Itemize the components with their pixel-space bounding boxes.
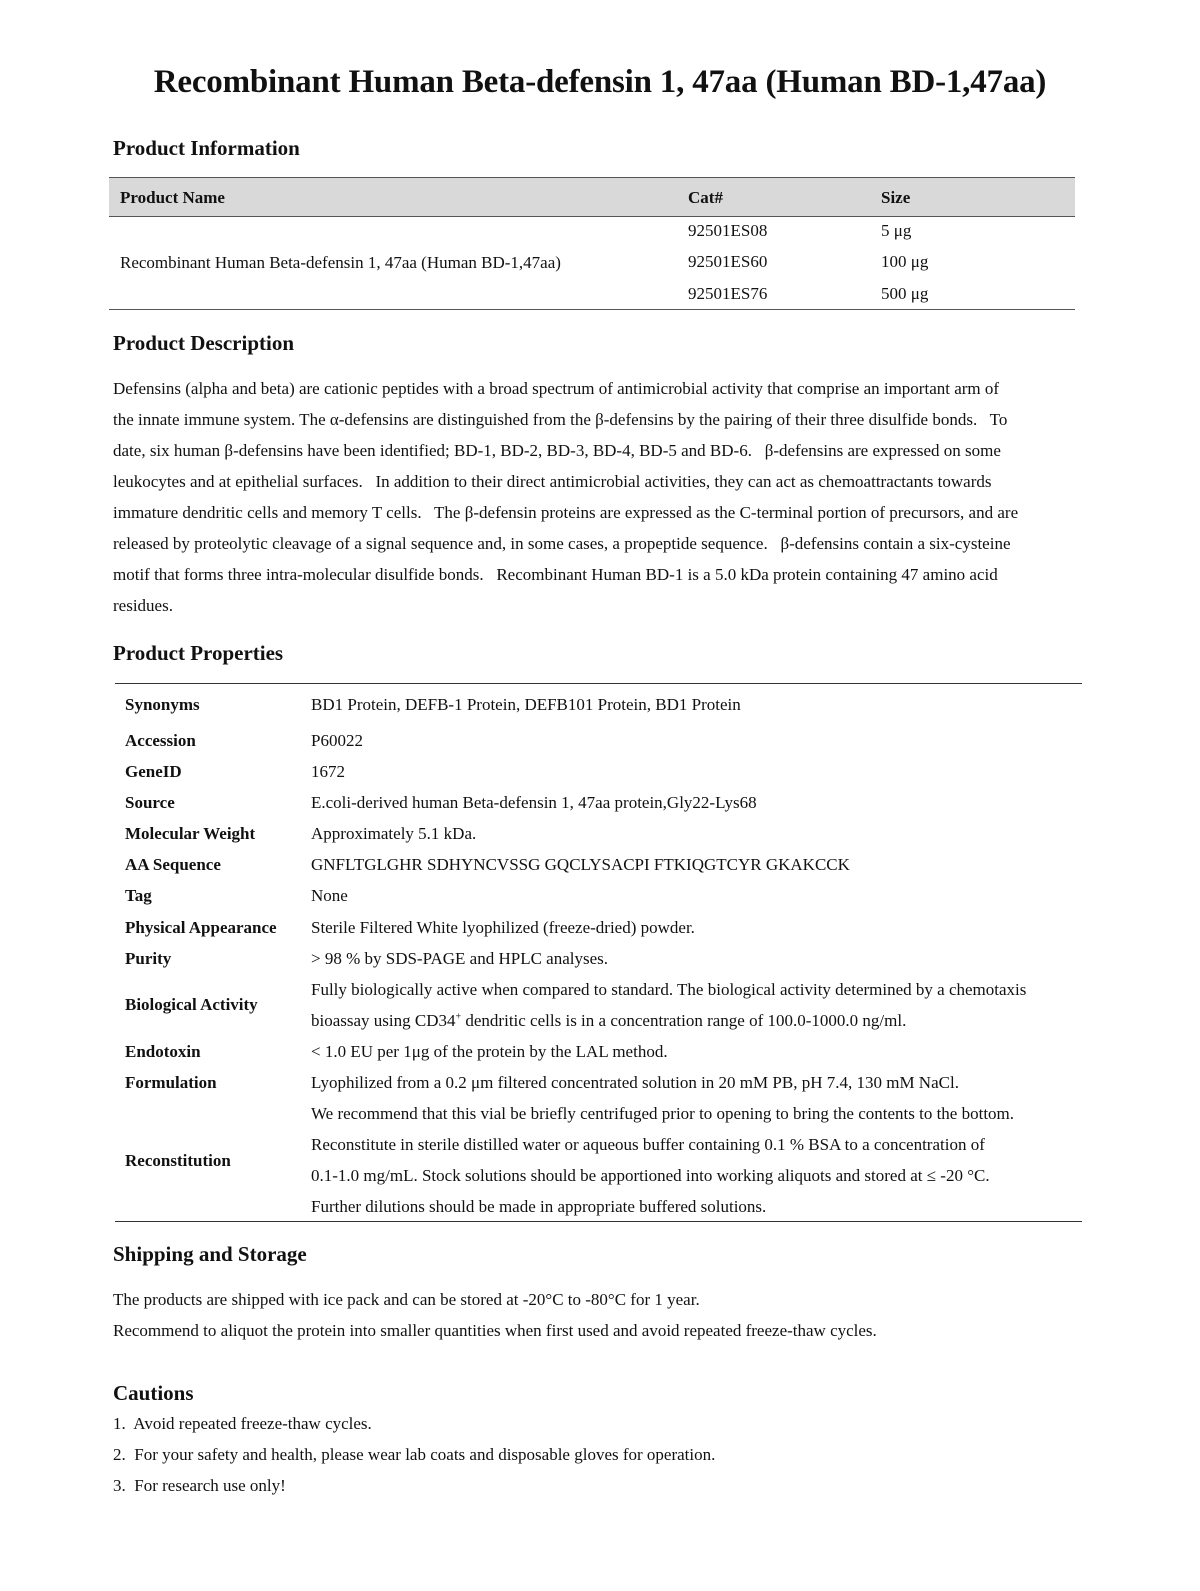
superscript-plus: +	[455, 1011, 462, 1023]
reconstitution-line: Further dilutions should be made in appropriate buffered solutions.	[311, 1197, 767, 1216]
product-description-heading: Product Description	[113, 331, 295, 355]
activity-text: dendritic cells is in a concentration range of 100.0-1000.0 ng/ml.	[461, 1011, 907, 1030]
shipping-heading: Shipping and Storage	[113, 1242, 307, 1266]
size-cell: 5 μg	[881, 221, 912, 240]
description-line: residues.	[113, 596, 173, 615]
formulation-label: Formulation	[125, 1073, 217, 1092]
endotoxin-value: < 1.0 EU per 1μg of the protein by the LAL method.	[311, 1042, 668, 1061]
biological-activity-line: Fully biologically active when compared to standard. The biological activity determined by a chemotaxis	[311, 980, 1027, 999]
product-name-cell: Recombinant Human Beta-defensin 1, 47aa (Human BD-1,47aa)	[120, 253, 561, 272]
size-cell: 500 μg	[881, 284, 929, 303]
tag-value: None	[311, 886, 348, 905]
page-title: Recombinant Human Beta-defensin 1, 47aa (Human BD-1,47aa)	[153, 64, 1047, 100]
col-size: Size	[881, 188, 911, 207]
purity-value: > 98 % by SDS-PAGE and HPLC analyses.	[311, 949, 609, 968]
caution-item: 2. For your safety and health, please wear lab coats and disposable gloves for operation.	[113, 1445, 716, 1464]
molecular-weight-label: Molecular Weight	[125, 824, 256, 843]
shipping-line: The products are shipped with ice pack and can be stored at -20°C to -80°C for 1 year.	[113, 1290, 700, 1309]
biological-activity-label: Biological Activity	[125, 995, 258, 1014]
aa-sequence-value: GNFLTGLGHR SDHYNCVSSG GQCLYSACPI FTKIQGTCYR GKAKCCK	[311, 855, 850, 874]
reconstitution-line: 0.1-1.0 mg/mL. Stock solutions should be apportioned into working aliquots and stored at ≤ -20 °C.	[311, 1166, 990, 1185]
physical-appearance-label: Physical Appearance	[125, 918, 277, 937]
physical-appearance-value: Sterile Filtered White lyophilized (freeze-dried) powder.	[311, 918, 695, 937]
aa-sequence-label: AA Sequence	[125, 855, 221, 874]
product-information-heading: Product Information	[113, 136, 300, 160]
description-line: Defensins (alpha and beta) are cationic peptides with a broad spectrum of antimicrobial activity that comprise an important arm of	[113, 379, 1000, 398]
shipping-line: Recommend to aliquot the protein into smaller quantities when first used and avoid repeated freeze-thaw cycles.	[113, 1321, 877, 1340]
source-value: E.coli-derived human Beta-defensin 1, 47aa protein,Gly22-Lys68	[311, 793, 757, 812]
reconstitution-line: We recommend that this vial be briefly centrifuged prior to opening to bring the contents to the bottom.	[311, 1104, 1015, 1123]
col-cat: Cat#	[688, 188, 723, 207]
description-line: date, six human β-defensins have been identified; BD-1, BD-2, BD-3, BD-4, BD-5 and BD-6. β-defensins are expressed on some	[113, 441, 1001, 460]
col-product-name: Product Name	[120, 188, 225, 207]
accession-value: P60022	[311, 731, 363, 750]
cat-cell: 92501ES60	[688, 252, 768, 271]
synonyms-value: BD1 Protein, DEFB-1 Protein, DEFB101 Protein, BD1 Protein	[311, 695, 741, 714]
reconstitution-label: Reconstitution	[125, 1151, 231, 1170]
description-line: leukocytes and at epithelial surfaces. In addition to their direct antimicrobial activities, they can act as chemoattractants towards	[113, 472, 992, 491]
molecular-weight-value: Approximately 5.1 kDa.	[311, 824, 477, 843]
source-label: Source	[125, 793, 175, 812]
purity-label: Purity	[125, 949, 172, 968]
tag-label: Tag	[125, 886, 152, 905]
description-line: motif that forms three intra-molecular disulfide bonds. Recombinant Human BD-1 is a 5.0 kDa protein containing 47 amino acid	[113, 565, 998, 584]
geneid-value: 1672	[311, 762, 345, 781]
info-table-bottom-rule	[109, 309, 1075, 310]
description-line: released by proteolytic cleavage of a signal sequence and, in some cases, a propeptide sequence. β-defensins contain a six-cysteine	[113, 534, 1011, 553]
description-line: immature dendritic cells and memory T cells. The β-defensin proteins are expressed as the C-terminal portion of precursors, and are	[113, 503, 1019, 522]
product-properties-heading: Product Properties	[113, 641, 284, 665]
description-line: the innate immune system. The α-defensins are distinguished from the β-defensins by the pairing of their three disulfide bonds. To	[113, 410, 1008, 429]
properties-top-rule	[115, 683, 1082, 684]
formulation-value: Lyophilized from a 0.2 μm filtered concentrated solution in 20 mM PB, pH 7.4, 130 mM NaCl.	[311, 1073, 959, 1092]
synonyms-label: Synonyms	[125, 695, 200, 714]
cat-cell: 92501ES08	[688, 221, 768, 240]
accession-label: Accession	[125, 731, 196, 750]
endotoxin-label: Endotoxin	[125, 1042, 201, 1061]
caution-item: 3. For research use only!	[113, 1476, 286, 1495]
reconstitution-line: Reconstitute in sterile distilled water or aqueous buffer containing 0.1 % BSA to a concentration of	[311, 1135, 985, 1154]
cautions-heading: Cautions	[113, 1381, 194, 1405]
size-cell: 100 μg	[881, 252, 929, 271]
geneid-label: GeneID	[125, 762, 182, 781]
caution-item: 1. Avoid repeated freeze-thaw cycles.	[113, 1414, 372, 1433]
activity-text: bioassay using CD34	[311, 1011, 456, 1030]
properties-bottom-rule	[115, 1221, 1082, 1222]
cat-cell: 92501ES76	[688, 284, 768, 303]
info-table-header	[109, 177, 1075, 217]
biological-activity-line	[311, 1011, 906, 1031]
